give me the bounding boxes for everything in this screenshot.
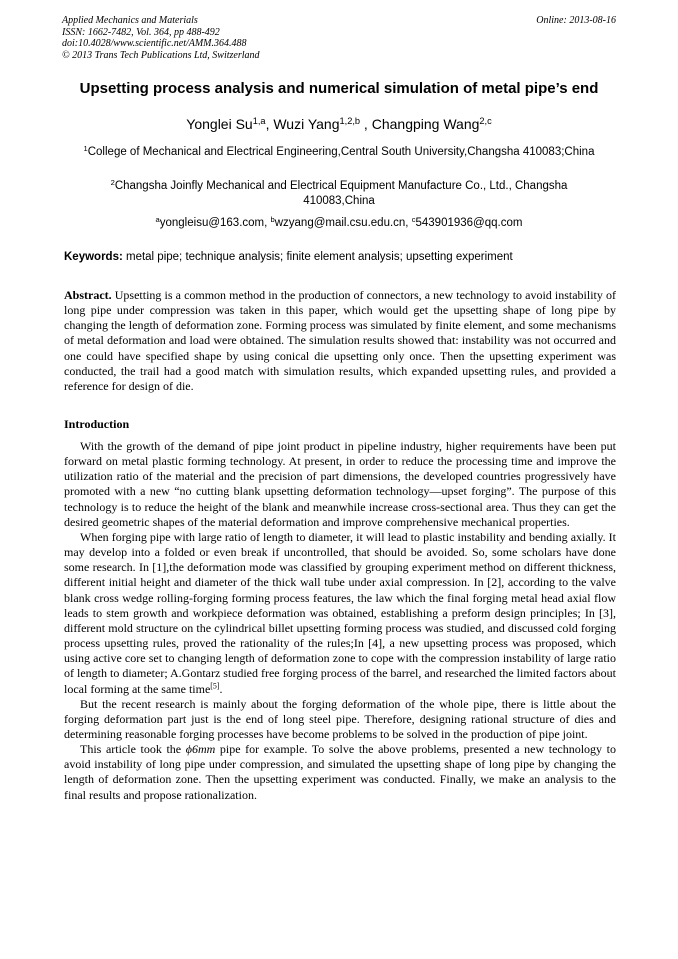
introduction-body: [64, 439, 616, 803]
paragraph-text: When forging pipe with large ratio of length to diameter, it will lead to plastic instability and bending axially. It may develop into a folded or even break if uncontrolled, that should be avoided. So, some scholars have done some research. In [1],the deformation mode was classified by grouping experiment method on different thickness, different initial height and diameter of the thick wall tube under axial compression. In [2], according to the valve blank cross wedge rolling-forging forming process features, the law which the final forging metal head axial flow leads to stem growth and workpiece deformation was obtained, establishing a preform design principles; In [3], different mold structure on the cylindrical billet upsetting forming process was studied, and discussed cold forging process upsetting rules, proved the rationality of the rules;In [4], a new upsetting process was proposed, which using active core set to changing length of deformation zone to cope with the compression instability of large ratio of length to diameter; A.Gontarz studied free forging process of the barrel, and researched the limited factors about local forming at the same time: [64, 529, 616, 696]
paragraph: But the recent research is mainly about the forging deformation of the whole pipe, there is little about the forging deformation part just is the end of long steel pipe. Therefore, designing rational structure of dies and determining reasonable forging processes have become problems to be solved in the production of pipe joint.: [64, 696, 616, 741]
journal-name: Applied Mechanics and Materials: [62, 15, 198, 26]
citation-reference: [5]: [210, 681, 220, 691]
paper-title: Upsetting process analysis and numerical simulation of metal pipe’s end: [79, 80, 599, 97]
author-affiliation-mark: 2,c: [479, 115, 492, 126]
pipe-diameter-symbol: ϕ6mm: [185, 742, 216, 757]
online-date: Online: 2013-08-16: [536, 15, 616, 26]
email-mark: b: [270, 214, 275, 224]
doi-line: doi:10.4028/www.scientific.net/AMM.364.488: [62, 38, 247, 49]
affiliation-1: [80, 145, 598, 160]
section-heading-introduction: Introduction: [64, 417, 130, 431]
author-affiliation-mark: 1,a: [252, 115, 266, 126]
issn-line: ISSN: 1662-7482, Vol. 364, pp 488-492: [62, 26, 220, 38]
abstract: [64, 288, 616, 394]
email-text: 543901936@qq.com: [415, 217, 523, 229]
author-separator: ,: [265, 116, 274, 132]
copyright-line: © 2013 Trans Tech Publications Ltd, Switzerland: [62, 49, 260, 61]
email-text: yongleisu@163.com,: [159, 217, 271, 229]
author-name: Wuzi Yang: [273, 116, 340, 132]
author-name: Changping Wang: [371, 116, 480, 132]
keywords-label: Keywords:: [64, 251, 123, 263]
affiliation-mark: 1: [83, 143, 88, 153]
paragraph: [64, 742, 616, 803]
keywords: [64, 250, 616, 265]
paragraph-text: .: [219, 681, 223, 696]
paragraph: With the growth of the demand of pipe joint product in pipeline industry, higher requirements have been put forward on metal plastic forming technology. At present, in order to reduce the processing time and improve the utilization ratio of the material and the precision of part dimensions, the developed countries progressively have promoted with a new “no cutting blank upsetting deformation technology—upset forging”. The purpose of this technology is to reduce the height of the blank and meanwhile increase cross-sectional area. Thus they can get the desired geometric shapes of the material deformation and improve comprehensive mechanical properties.: [64, 439, 616, 529]
email-text: wzyang@mail.csu.edu.cn,: [274, 217, 412, 229]
author-affiliation-mark: 1,2,b: [339, 115, 361, 126]
author-emails: [40, 216, 638, 231]
keywords-text: metal pipe; technique analysis; finite element analysis; upsetting experiment: [122, 251, 513, 263]
author-name: Yonglei Su: [186, 116, 253, 132]
affiliation-2: [80, 179, 598, 209]
affiliation-text: Changsha Joinfly Mechanical and Electrical Equipment Manufacture Co., Ltd., Changsha 410083,China: [114, 180, 568, 207]
journal-header: [62, 15, 616, 61]
email-mark: a: [155, 214, 160, 224]
author-list: [40, 116, 638, 133]
affiliation-text: College of Mechanical and Electrical Engineering,Central South University,Changsha 410083;China: [87, 146, 595, 158]
paragraph: [64, 530, 616, 697]
author-separator: ,: [360, 116, 372, 132]
email-mark: c: [411, 214, 416, 224]
paragraph-text: This article took the: [80, 742, 186, 757]
abstract-text: Upsetting is a common method in the production of connectors, a new technology to avoid instability of long pipe under compression was taken in this paper, which would get the upsetting shape of long pipe by changing the length of deformation zone. Forming process was simulated by finite element, and some mechanisms of metal deformation and load were obtained. The simulation results showed that: instability was not occurred and one could have specified shape by using conical die upsetting only once. Then the upsetting experiment was conducted, the trail had a good match with simulation results, which expanded upsetting rules, and provided a reference for design of die.: [64, 288, 616, 393]
paragraph-text: pipe for example. To solve the above problems, presented a new technology to avoid instability of long pipe under compression, and simulated the upsetting shape of long pipe by changing the length of deformation zone. Then the upsetting experiment was conducted. Finally, we make an analysis to the final results and propose rationalization.: [64, 742, 616, 802]
affiliation-mark: 2: [110, 177, 115, 187]
abstract-label: Abstract.: [64, 288, 112, 302]
